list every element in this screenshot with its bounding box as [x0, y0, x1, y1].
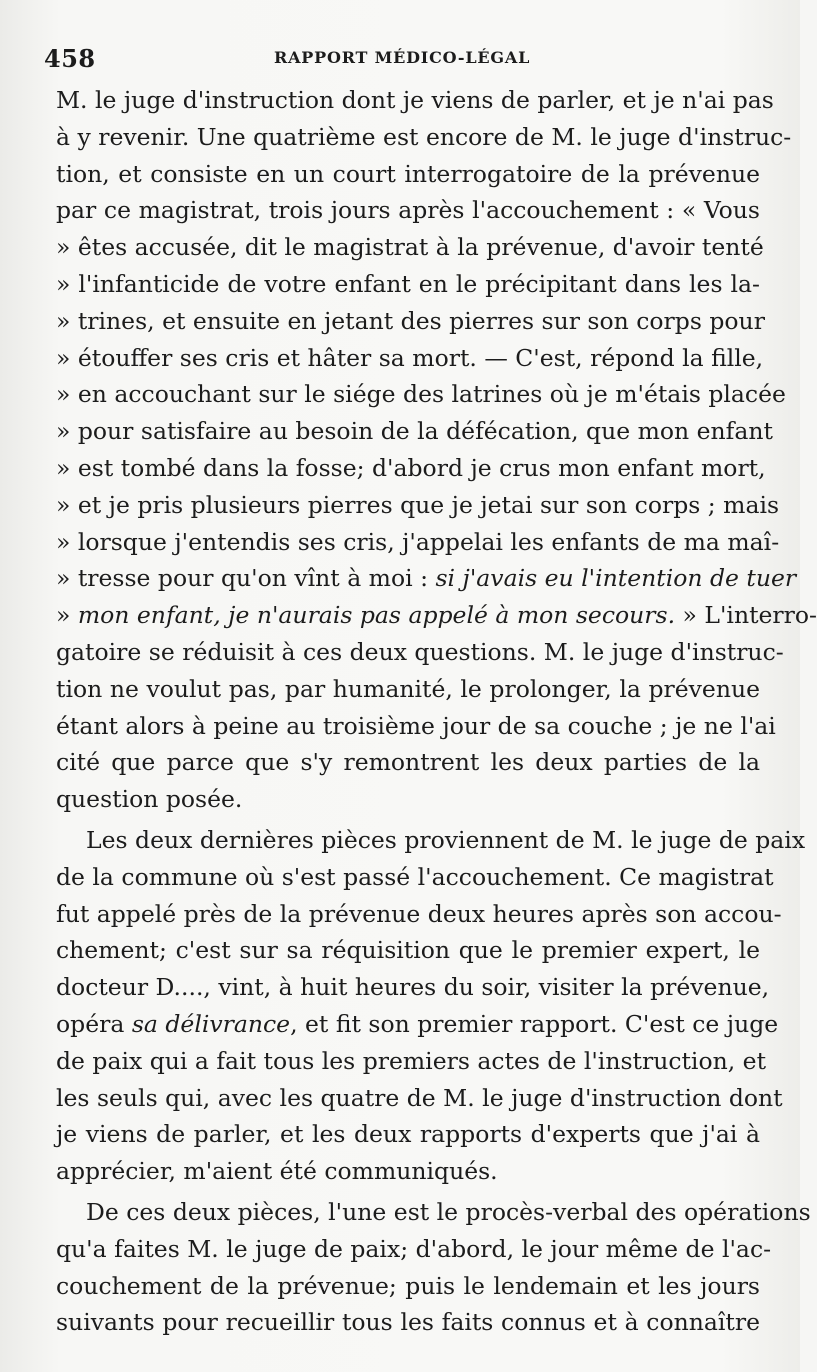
text-line: » étouffer ses cris et hâter sa mort. — C'est, répond la fille,	[56, 343, 764, 372]
italic-term: sa délivrance	[131, 1009, 291, 1038]
text-line: de paix qui a fait tous les premiers actes de l'instruction, et	[56, 1046, 767, 1075]
text-line: » trines, et ensuite en jetant des pierres sur son corps pour	[56, 306, 765, 335]
text-line: les seuls qui, avec les quatre de M. le juge d'instruction dont	[56, 1083, 783, 1112]
text-line: Les deux dernières pièces proviennent de M. le juge de paix	[86, 825, 806, 854]
text-line: » êtes accusée, dit le magistrat à la prévenue, d'avoir tenté	[56, 233, 764, 262]
text-line: » en accouchant sur le siége des latrines où je m'étais placée	[56, 380, 786, 409]
text-line: » est tombé dans la fosse; d'abord je crus mon enfant mort,	[56, 453, 766, 482]
text-line: » l'infanticide de votre enfant en le précipitant dans les la-	[56, 269, 760, 298]
text-line: chement; c'est sur sa réquisition que le premier expert, le	[56, 936, 760, 965]
page-header	[44, 38, 764, 78]
text-line: tion, et consiste en un court interrogatoire de la prévenue	[56, 159, 760, 188]
italic-quote: si j'avais eu l'intention de tuer	[435, 564, 797, 593]
text-line: par ce magistrat, trois jours après l'accouchement : « Vous	[56, 196, 760, 225]
paragraph-2	[56, 822, 806, 1190]
text-line: qu'a faites M. le juge de paix; d'abord, le jour même de l'ac-	[56, 1234, 772, 1263]
running-head: RAPPORT MÉDICO-LÉGAL	[274, 48, 531, 67]
text-line: De ces deux pièces, l'une est le procès-verbal des opérations	[86, 1197, 811, 1226]
text-line: docteur D...., vint, à huit heures du soir, visiter la prévenue,	[56, 973, 770, 1002]
text-line: opéra sa délivrance, et fit son premier rapport. C'est ce juge	[56, 1009, 779, 1038]
text-line: couchement de la prévenue; puis le lendemain et les jours	[56, 1271, 760, 1300]
text-line: je viens de parler, et les deux rapports d'experts que j'ai à	[56, 1120, 760, 1149]
text-line: étant alors à peine au troisième jour de sa couche ; je ne l'ai	[56, 711, 776, 740]
text-line: » mon enfant, je n'aurais pas appelé à mon secours. » L'interro-	[56, 601, 817, 630]
page-number: 458	[44, 44, 96, 73]
body-text	[56, 82, 817, 1341]
text-line: cité que parce que s'y remontrent les deux parties de la	[56, 748, 760, 777]
paragraph-1	[56, 82, 817, 818]
italic-quote: mon enfant, je n'aurais pas appelé à mon secours.	[77, 601, 676, 630]
text-line: à y revenir. Une quatrième est encore de M. le juge d'instruc-	[56, 122, 792, 151]
text-line: » pour satisfaire au besoin de la défécation, que mon enfant	[56, 417, 773, 446]
text-line: apprécier, m'aient été communiqués.	[56, 1157, 498, 1186]
text-line: question posée.	[56, 785, 243, 814]
text-line: fut appelé près de la prévenue deux heures après son accou-	[56, 899, 782, 928]
text-line: suivants pour recueillir tous les faits connus et à connaître	[56, 1308, 760, 1337]
text-line: tion ne voulut pas, par humanité, le prolonger, la prévenue	[56, 674, 760, 703]
paragraph-3	[56, 1194, 811, 1341]
text-line: M. le juge d'instruction dont je viens de parler, et je n'ai pas	[56, 86, 774, 114]
text-line: » tresse pour qu'on vînt à moi : si j'avais eu l'intention de tuer	[56, 564, 797, 593]
text-line: gatoire se réduisit à ces deux questions. M. le juge d'instruc-	[56, 637, 784, 666]
text-line: de la commune où s'est passé l'accouchement. Ce magistrat	[56, 862, 774, 891]
text-line: » et je pris plusieurs pierres que je jetai sur son corps ; mais	[56, 490, 780, 519]
text-line: » lorsque j'entendis ses cris, j'appelai les enfants de ma maî-	[56, 527, 780, 556]
